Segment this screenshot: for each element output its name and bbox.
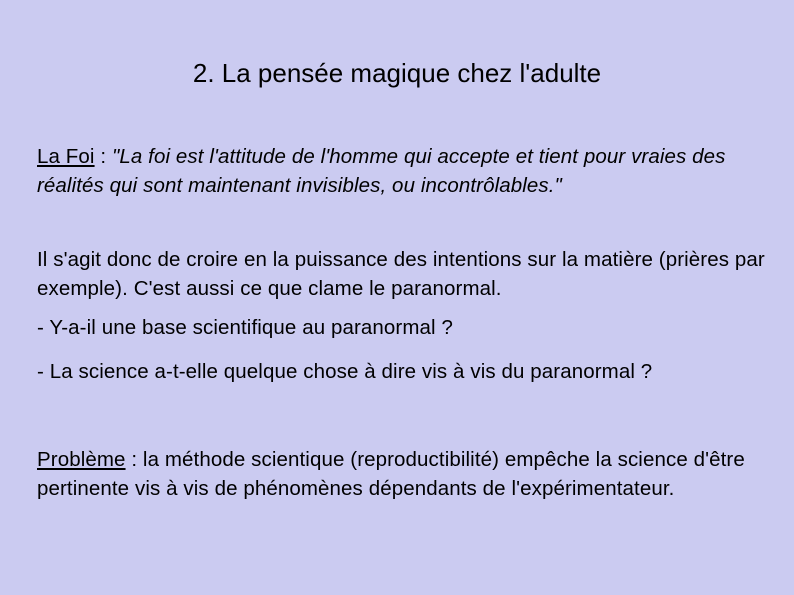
foi-separator: :: [94, 145, 112, 168]
intentions-paragraph: Il s'agit donc de croire en la puissance des intentions sur la matière (prières par exemple). C'est aussi ce que clame le paranormal.: [37, 248, 765, 300]
foi-definition: [37, 142, 777, 200]
question-scientific-basis: - Y-a-il une base scientifique au paranormal ?: [37, 316, 453, 339]
foi-term: La Foi: [37, 145, 95, 168]
foi-quote: "La foi est l'attitude de l'homme qui accepte et tient pour vraies des réalités qui sont maintenant invisibles, ou incontrôlables.": [37, 145, 726, 197]
probleme-paragraph: [37, 445, 777, 503]
slide-title: 2. La pensée magique chez l'adulte: [192, 58, 602, 88]
probleme-term: Problème: [37, 448, 126, 471]
question-science-paranormal: - La science a-t-elle quelque chose à dire vis à vis du paranormal ?: [37, 360, 653, 383]
probleme-text: : la méthode scientique (reproductibilité) empêche la science d'être pertinente vis à vis de phénomènes dépendants de l'expérimentateur.: [37, 448, 745, 500]
